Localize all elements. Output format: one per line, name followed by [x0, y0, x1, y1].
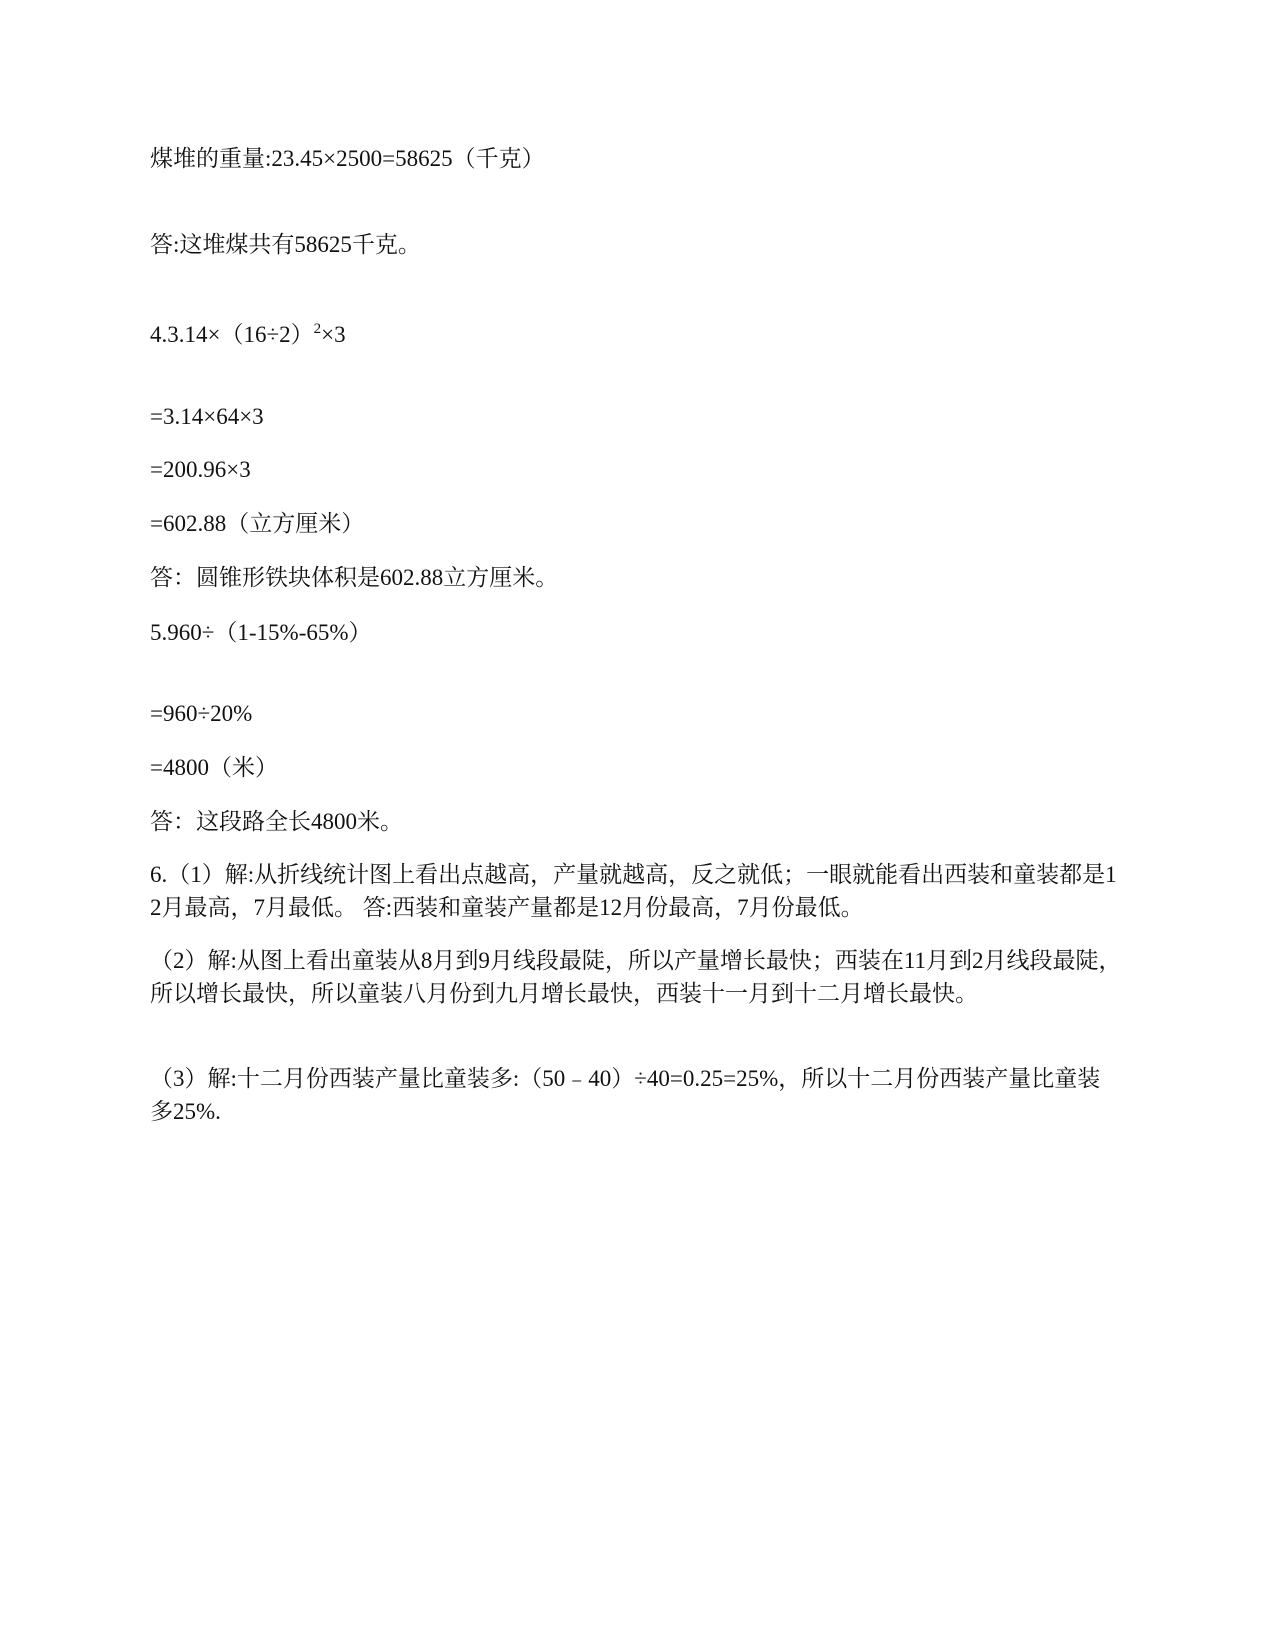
q5-expression-line: 5.960÷（1-15%-65%） [150, 620, 372, 645]
q6-part-3: （3）解:十二月份西装产量比童装多:（50﹣40）÷40=0.25=25%，所以十二月份西装产量比童装多25%. [150, 1066, 1101, 1124]
q4-answer-line: 答：圆锥形铁块体积是602.88立方厘米。 [150, 565, 559, 590]
q5-step-2: =4800（米） [150, 755, 278, 780]
q4-expression-line [150, 318, 1130, 351]
q5-step-1: =960÷20% [150, 701, 253, 726]
q4-step-3: =602.88（立方厘米） [150, 511, 365, 536]
q4-suffix: ×3 [321, 322, 346, 347]
q5-answer-line: 答：这段路全长4800米。 [150, 809, 403, 834]
q4-exponent: 2 [313, 321, 322, 337]
q4-step-2: =200.96×3 [150, 457, 251, 482]
q6-part-2: （2）解:从图上看出童装从8月到9月线段最陡，所以产量增长最快；西装在11月到2月线段最陡，所以增长最快，所以童装八月份到九月增长最快，西装十一月到十二月增长最快。 [150, 948, 1122, 1006]
q6-part-1: 6.（1）解:从折线统计图上看出点越高，产量就越高，反之就低；一眼就能看出西装和童装都是12月最高，7月最低。 答:西装和童装产量都是12月份最高，7月份最低。 [150, 862, 1117, 920]
coal-answer-line: 答:这堆煤共有58625千克。 [150, 232, 421, 257]
q4-prefix: 4.3.14×（16÷2） [150, 322, 314, 347]
coal-weight-line: 煤堆的重量:23.45×2500=58625（千克） [150, 146, 545, 171]
q4-step-1: =3.14×64×3 [150, 404, 264, 429]
